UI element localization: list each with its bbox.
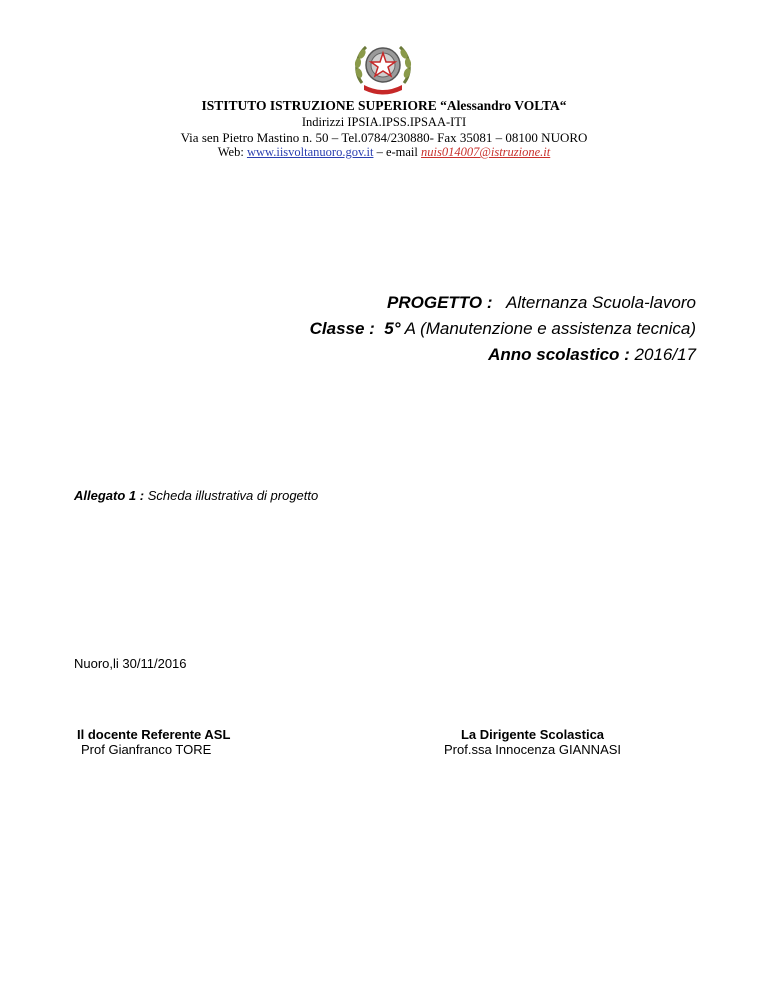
project-label: PROGETTO :	[387, 293, 493, 312]
website-link[interactable]: www.iisvoltanuoro.gov.it	[246, 145, 374, 159]
signature-right-name: Prof.ssa Innocenza GIANNASI	[444, 742, 622, 757]
class-detail: A (Manutenzione e assistenza tecnica)	[404, 319, 696, 338]
signature-left-name: Prof Gianfranco TORE	[81, 742, 212, 757]
signature-left-title: Il docente Referente ASL	[77, 727, 231, 742]
attachment-text: Scheda illustrativa di progetto	[147, 488, 319, 503]
attachment-line	[74, 488, 318, 503]
signature-right	[444, 727, 621, 757]
signature-right-title: La Dirigente Scolastica	[460, 727, 605, 742]
email-label: e-mail	[385, 145, 418, 159]
school-address: Via sen Pietro Mastino n. 50 – Tel.0784/230880- Fax 35081 – 08100 NUORO	[180, 130, 588, 145]
signature-left	[77, 727, 230, 757]
project-line	[387, 293, 696, 313]
contact-separator: –	[376, 145, 383, 159]
school-contacts	[0, 145, 768, 160]
class-line	[310, 319, 696, 339]
school-year-value: 2016/17	[634, 345, 696, 364]
republic-emblem-icon	[352, 39, 414, 97]
project-value: Alternanza Scuola-lavoro	[506, 293, 696, 312]
web-label: Web:	[217, 145, 244, 159]
attachment-label: Allegato 1 :	[74, 488, 145, 503]
place-date: Nuoro,li 30/11/2016	[74, 656, 187, 671]
school-year-line	[488, 345, 696, 365]
class-label: Classe :	[309, 319, 375, 338]
school-year-label: Anno scolastico :	[488, 345, 630, 364]
email-link[interactable]: nuis014007@istruzione.it	[421, 145, 551, 159]
school-name: ISTITUTO ISTRUZIONE SUPERIORE “Alessandro VOLTA“	[201, 98, 567, 113]
school-branches: Indirizzi IPSIA.IPSS.IPSAA-ITI	[301, 115, 467, 129]
class-value: 5°	[384, 319, 401, 338]
